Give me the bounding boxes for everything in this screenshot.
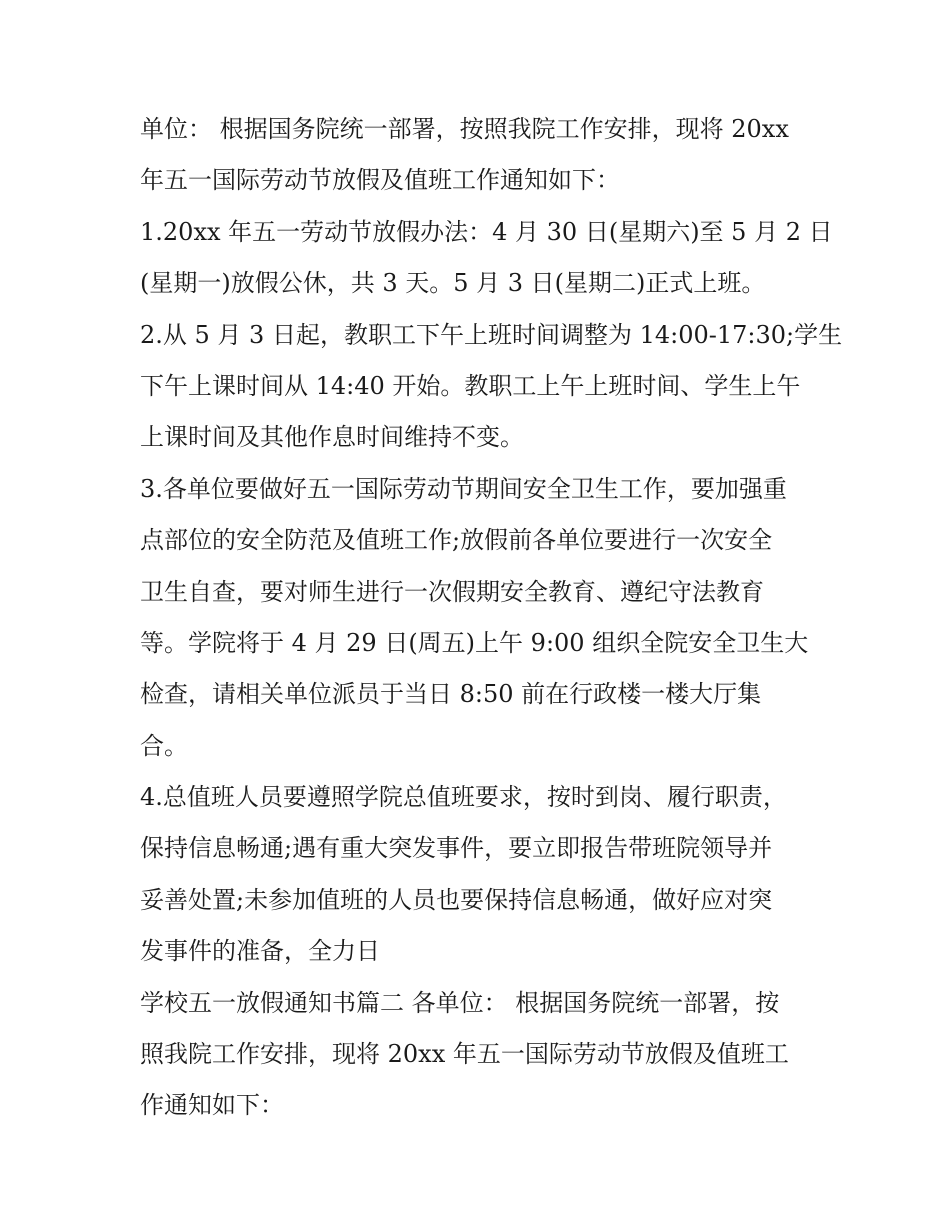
text-line-3: 1.20xx 年五一劳动节放假办法：4 月 30 日(星期六)至 5 月 2 日 <box>140 217 833 246</box>
text-line-9: 点部位的安全防范及值班工作;放假前各单位要进行一次安全 <box>140 526 773 555</box>
text-line-6: 下午上课时间从 14:40 开始。教职工上午上班时间、学生上午 <box>140 371 801 400</box>
text-line-1: 单位： 根据国务院统一部署，按照我院工作安排，现将 20xx <box>140 115 789 143</box>
text-line-11: 等。学院将于 4 月 29 日(周五)上午 9:00 组织全院安全卫生大 <box>140 628 809 657</box>
text-line-2: 年五一国际劳动节放假及值班工作通知如下： <box>140 166 620 195</box>
text-line-7: 上课时间及其他作息时间维持不变。 <box>140 423 524 452</box>
text-line-14: 4.总值班人员要遵照学院总值班要求，按时到岗、履行职责， <box>140 783 787 812</box>
notice-body <box>140 104 843 1132</box>
text-line-10: 卫生自查，要对师生进行一次假期安全教育、遵纪守法教育 <box>140 577 764 606</box>
text-line-20: 作通知如下： <box>140 1091 284 1120</box>
text-line-5: 2.从 5 月 3 日起，教职工下午上班时间调整为 14:00-17:30;学生 <box>140 320 843 349</box>
text-line-8: 3.各单位要做好五一国际劳动节期间安全卫生工作，要加强重 <box>140 474 787 503</box>
text-line-4: (星期一)放假公休，共 3 天。5 月 3 日(星期二)正式上班。 <box>140 269 766 298</box>
text-line-15: 保持信息畅通;遇有重大突发事件，要立即报告带班院领导并 <box>140 834 773 863</box>
text-line-18: 学校五一放假通知书篇二 各单位： 根据国务院统一部署，按 <box>140 988 780 1017</box>
text-line-12: 检查，请相关单位派员于当日 8:50 前在行政楼一楼大厅集 <box>140 680 762 709</box>
text-line-13: 合。 <box>140 731 188 760</box>
text-line-17: 发事件的准备，全力日 <box>140 937 380 966</box>
text-line-19: 照我院工作安排，现将 20xx 年五一国际劳动节放假及值班工 <box>140 1040 789 1069</box>
text-line-16: 妥善处置;未参加值班的人员也要保持信息畅通，做好应对突 <box>140 885 773 914</box>
